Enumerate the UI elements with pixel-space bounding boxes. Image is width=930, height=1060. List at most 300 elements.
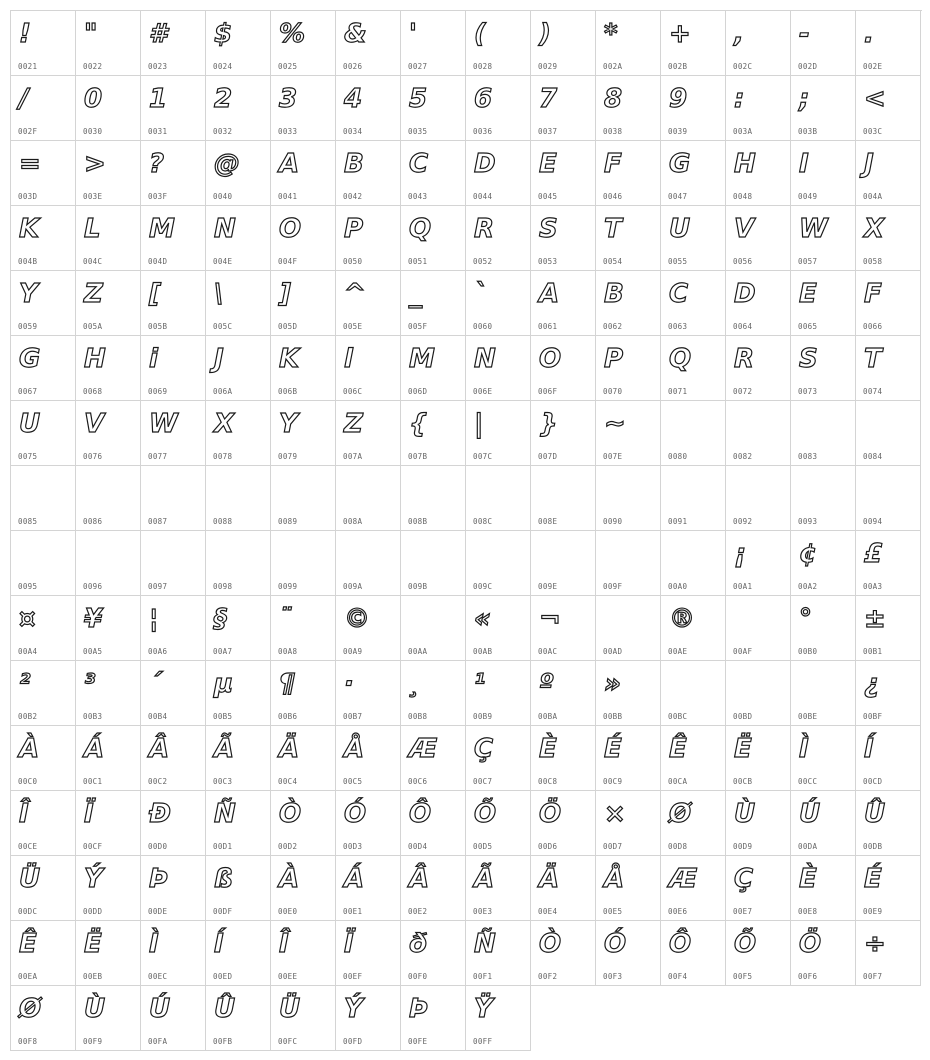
codepoint-label: 00AD: [603, 647, 623, 656]
codepoint-label: 00B9: [473, 712, 493, 721]
glyph-cell: [11, 531, 76, 596]
glyph-cell: [11, 791, 76, 856]
glyph-cell: [206, 141, 271, 206]
glyph-cell: [596, 76, 661, 141]
codepoint-label: 0051: [408, 257, 428, 266]
glyph-cell: [596, 336, 661, 401]
glyph-sample: P: [604, 344, 624, 374]
codepoint-label: 00F4: [668, 972, 688, 981]
codepoint-label: 0054: [603, 257, 623, 266]
codepoint-label: 0068: [83, 387, 103, 396]
codepoint-label: 0089: [278, 517, 298, 526]
glyph-cell: [11, 206, 76, 271]
glyph-cell: [206, 271, 271, 336]
glyph-sample: Ö: [799, 929, 822, 959]
glyph-cell: [401, 596, 466, 661]
codepoint-label: 00BB: [603, 712, 623, 721]
glyph-cell: [206, 661, 271, 726]
codepoint-label: 00E5: [603, 907, 623, 916]
glyph-sample: {: [409, 409, 428, 439]
glyph-sample: G: [19, 344, 41, 374]
codepoint-label: 0044: [473, 192, 493, 201]
glyph-cell: [141, 726, 206, 791]
glyph-sample: Ñ: [474, 929, 496, 959]
glyph-cell: [271, 661, 336, 726]
glyph-cell: [466, 206, 531, 271]
glyph-cell: [466, 531, 531, 596]
glyph-sample: º: [539, 669, 554, 699]
codepoint-label: 00D5: [473, 842, 493, 851]
glyph-cell: [661, 596, 726, 661]
glyph-sample: ß: [214, 864, 233, 894]
glyph-sample: W: [799, 214, 828, 244]
glyph-cell: [206, 986, 271, 1051]
codepoint-label: 00C7: [473, 777, 493, 786]
glyph-sample: I: [799, 149, 809, 179]
glyph-sample: D: [474, 149, 496, 179]
glyph-sample: A: [539, 279, 560, 309]
glyph-sample: ¿: [864, 669, 880, 699]
glyph-sample: ®: [669, 604, 695, 634]
codepoint-label: 00DF: [213, 907, 233, 916]
glyph-cell: [596, 726, 661, 791]
glyph-cell: [401, 661, 466, 726]
codepoint-label: 00E0: [278, 907, 298, 916]
codepoint-label: 0095: [18, 582, 38, 591]
glyph-cell: [336, 661, 401, 726]
glyph-sample: ¹: [474, 669, 486, 699]
codepoint-label: 00F6: [798, 972, 818, 981]
codepoint-label: 00FA: [148, 1037, 168, 1046]
glyph-cell: [206, 856, 271, 921]
glyph-cell: [401, 726, 466, 791]
glyph-cell: [206, 921, 271, 986]
codepoint-label: 0072: [733, 387, 753, 396]
codepoint-label: 0069: [148, 387, 168, 396]
glyph-cell: [206, 466, 271, 531]
glyph-sample: É: [604, 734, 622, 764]
codepoint-label: 006E: [473, 387, 493, 396]
codepoint-label: 00BA: [538, 712, 558, 721]
codepoint-label: 0098: [213, 582, 233, 591]
codepoint-label: 0083: [798, 452, 818, 461]
glyph-sample: Ö: [539, 799, 562, 829]
codepoint-label: 0045: [538, 192, 558, 201]
glyph-sample: T: [864, 344, 882, 374]
glyph-sample: ©: [344, 604, 370, 634]
glyph-sample: ²: [19, 669, 31, 699]
glyph-sample: À: [19, 734, 40, 764]
glyph-cell: [401, 466, 466, 531]
codepoint-label: 00C2: [148, 777, 168, 786]
glyph-sample: -: [799, 19, 810, 49]
glyph-cell: [466, 791, 531, 856]
glyph-sample: Û: [864, 799, 886, 829]
codepoint-label: 00C4: [278, 777, 298, 786]
glyph-cell: [401, 401, 466, 466]
glyph-sample: |: [474, 409, 484, 439]
glyph-cell: [856, 791, 921, 856]
glyph-cell: [726, 336, 791, 401]
glyph-sample: F: [604, 149, 622, 179]
glyph-sample: J: [864, 149, 874, 179]
codepoint-label: 002E: [863, 62, 883, 71]
glyph-cell: [466, 141, 531, 206]
glyph-sample: E: [539, 149, 557, 179]
glyph-cell: [531, 661, 596, 726]
codepoint-label: 0097: [148, 582, 168, 591]
glyph-sample: ?: [149, 149, 165, 179]
glyph-cell: [466, 336, 531, 401]
glyph-cell: [661, 206, 726, 271]
glyph-cell: [466, 726, 531, 791]
glyph-cell: [596, 791, 661, 856]
codepoint-label: 00E2: [408, 907, 428, 916]
glyph-cell: [271, 206, 336, 271]
glyph-sample: Z: [84, 279, 103, 309]
codepoint-label: 00C6: [408, 777, 428, 786]
glyph-cell: [141, 856, 206, 921]
codepoint-label: 007A: [343, 452, 363, 461]
glyph-sample: X: [214, 409, 235, 439]
glyph-sample: P: [344, 214, 364, 244]
codepoint-label: 00AE: [668, 647, 688, 656]
codepoint-label: 00A9: [343, 647, 363, 656]
glyph-cell: [271, 596, 336, 661]
codepoint-label: 009A: [343, 582, 363, 591]
codepoint-label: 00E9: [863, 907, 883, 916]
glyph-sample: $: [214, 19, 233, 49]
glyph-sample: ¸: [409, 669, 422, 699]
glyph-sample: ": [84, 19, 98, 49]
glyph-sample: Ã: [474, 864, 495, 894]
glyph-sample: Ý: [84, 864, 103, 894]
glyph-sample: Ë: [734, 734, 752, 764]
glyph-cell: [271, 986, 336, 1051]
codepoint-label: 0031: [148, 127, 168, 136]
glyph-sample: Ç: [734, 864, 754, 894]
glyph-cell: [856, 726, 921, 791]
glyph-cell: [726, 141, 791, 206]
glyph-sample: Ò: [279, 799, 302, 829]
glyph-sample: /: [19, 84, 29, 114]
glyph-cell: [141, 531, 206, 596]
codepoint-label: 00A6: [148, 647, 168, 656]
glyph-sample: Ò: [539, 929, 562, 959]
glyph-cell: [856, 401, 921, 466]
codepoint-label: 0074: [863, 387, 883, 396]
codepoint-label: 004B: [18, 257, 38, 266]
glyph-sample: ^: [344, 279, 366, 309]
codepoint-label: 00FD: [343, 1037, 363, 1046]
glyph-cell: [76, 856, 141, 921]
codepoint-label: 006D: [408, 387, 428, 396]
codepoint-label: 00A1: [733, 582, 753, 591]
glyph-sample: ;: [799, 84, 810, 114]
codepoint-label: 00B5: [213, 712, 233, 721]
codepoint-label: 004D: [148, 257, 168, 266]
codepoint-label: 007E: [603, 452, 623, 461]
glyph-cell: [11, 401, 76, 466]
glyph-cell: [401, 206, 466, 271]
codepoint-label: 0092: [733, 517, 753, 526]
glyph-cell: [661, 271, 726, 336]
glyph-sample: R: [474, 214, 495, 244]
codepoint-label: 006B: [278, 387, 298, 396]
glyph-sample: l: [344, 344, 353, 374]
codepoint-label: 0021: [18, 62, 38, 71]
glyph-cell: [76, 661, 141, 726]
glyph-cell: [141, 11, 206, 76]
codepoint-label: 00EE: [278, 972, 298, 981]
codepoint-label: 007C: [473, 452, 493, 461]
glyph-sample: H: [734, 149, 756, 179]
codepoint-label: 00FE: [408, 1037, 428, 1046]
codepoint-label: 0088: [213, 517, 233, 526]
glyph-cell: [791, 661, 856, 726]
glyph-sample: Î: [19, 799, 29, 829]
glyph-sample: .: [864, 19, 874, 49]
codepoint-label: 0048: [733, 192, 753, 201]
glyph-sample: V: [84, 409, 105, 439]
glyph-cell: [661, 726, 726, 791]
codepoint-label: 0047: [668, 192, 688, 201]
codepoint-label: 00DC: [18, 907, 38, 916]
codepoint-label: 003E: [83, 192, 103, 201]
codepoint-label: 0071: [668, 387, 688, 396]
glyph-cell: [141, 206, 206, 271]
codepoint-label: 002F: [18, 127, 38, 136]
codepoint-label: 00BE: [798, 712, 818, 721]
glyph-sample: ¡: [734, 539, 746, 569]
glyph-cell: [336, 141, 401, 206]
glyph-cell: [271, 791, 336, 856]
codepoint-label: 0063: [668, 322, 688, 331]
codepoint-label: 0087: [148, 517, 168, 526]
glyph-sample: Ü: [279, 994, 301, 1024]
glyph-sample: Þ: [149, 864, 169, 894]
glyph-sample: R: [734, 344, 755, 374]
codepoint-label: 00B7: [343, 712, 363, 721]
glyph-cell: [336, 271, 401, 336]
glyph-cell: [531, 11, 596, 76]
glyph-sample: N: [474, 344, 496, 374]
codepoint-label: 0033: [278, 127, 298, 136]
glyph-cell: [466, 986, 531, 1051]
codepoint-label: 0057: [798, 257, 818, 266]
glyph-cell: [76, 141, 141, 206]
glyph-cell: [11, 271, 76, 336]
codepoint-label: 00CF: [83, 842, 103, 851]
glyph-cell: [596, 11, 661, 76]
glyph-sample: Ü: [19, 864, 41, 894]
glyph-cell: [856, 76, 921, 141]
codepoint-label: 00CB: [733, 777, 753, 786]
codepoint-label: 0040: [213, 192, 233, 201]
codepoint-label: 00B2: [18, 712, 38, 721]
glyph-cell: [596, 856, 661, 921]
glyph-sample: Õ: [734, 929, 757, 959]
glyph-cell: [661, 336, 726, 401]
glyph-cell: [661, 401, 726, 466]
glyph-cell: [336, 76, 401, 141]
codepoint-label: 008B: [408, 517, 428, 526]
glyph-cell: [531, 856, 596, 921]
codepoint-label: 0056: [733, 257, 753, 266]
codepoint-label: 0028: [473, 62, 493, 71]
codepoint-label: 0032: [213, 127, 233, 136]
glyph-sample: Z: [344, 409, 363, 439]
codepoint-label: 0030: [83, 127, 103, 136]
codepoint-label: 002D: [798, 62, 818, 71]
codepoint-label: 0065: [798, 322, 818, 331]
glyph-cell: [271, 856, 336, 921]
glyph-cell: [11, 336, 76, 401]
glyph-sample: ×: [604, 799, 626, 829]
glyph-sample: ¨: [279, 604, 292, 634]
codepoint-label: 00A5: [83, 647, 103, 656]
codepoint-label: 009C: [473, 582, 493, 591]
glyph-cell: [11, 141, 76, 206]
glyph-cell: [271, 726, 336, 791]
codepoint-label: 00BD: [733, 712, 753, 721]
glyph-cell: [791, 791, 856, 856]
codepoint-label: 00D8: [668, 842, 688, 851]
glyph-sample: ': [409, 19, 417, 49]
glyph-sample: Æ: [669, 864, 698, 894]
codepoint-label: 00A2: [798, 582, 818, 591]
glyph-sample: S: [799, 344, 818, 374]
glyph-cell: [791, 531, 856, 596]
glyph-cell: [336, 856, 401, 921]
codepoint-label: 00BF: [863, 712, 883, 721]
glyph-cell: [531, 726, 596, 791]
glyph-cell: [661, 531, 726, 596]
glyph-sample: Ô: [669, 929, 692, 959]
glyph-cell: [11, 76, 76, 141]
glyph-cell: [661, 141, 726, 206]
glyph-sample: Ù: [84, 994, 106, 1024]
glyph-cell: [401, 921, 466, 986]
glyph-cell: [336, 401, 401, 466]
glyph-sample: Õ: [474, 799, 497, 829]
codepoint-label: 0023: [148, 62, 168, 71]
codepoint-label: 00F1: [473, 972, 493, 981]
glyph-cell: [206, 726, 271, 791]
codepoint-label: 00DE: [148, 907, 168, 916]
glyph-sample: Q: [669, 344, 692, 374]
glyph-cell: [531, 466, 596, 531]
glyph-sample: F: [864, 279, 882, 309]
glyph-sample: Ê: [19, 929, 37, 959]
glyph-cell: [11, 986, 76, 1051]
codepoint-label: 0077: [148, 452, 168, 461]
glyph-cell: [206, 76, 271, 141]
glyph-cell: [11, 661, 76, 726]
codepoint-label: 00B3: [83, 712, 103, 721]
glyph-cell: [336, 336, 401, 401]
codepoint-label: 00E7: [733, 907, 753, 916]
glyph-sample: £: [864, 539, 883, 569]
glyph-sample: Ì: [799, 734, 809, 764]
glyph-cell: [531, 271, 596, 336]
glyph-sample: *: [604, 19, 618, 49]
codepoint-label: 00D2: [278, 842, 298, 851]
glyph-cell: [531, 141, 596, 206]
glyph-cell: [76, 596, 141, 661]
glyph-sample: ¥: [84, 604, 103, 634]
glyph-cell: [401, 531, 466, 596]
codepoint-label: 0035: [408, 127, 428, 136]
codepoint-label: 00DA: [798, 842, 818, 851]
glyph-sample: Þ: [409, 994, 429, 1024]
codepoint-label: 00B8: [408, 712, 428, 721]
codepoint-label: 008A: [343, 517, 363, 526]
codepoint-label: 00F9: [83, 1037, 103, 1046]
codepoint-label: 0061: [538, 322, 558, 331]
glyph-sample: H: [84, 344, 106, 374]
glyph-sample: °: [799, 604, 812, 634]
glyph-sample: T: [604, 214, 622, 244]
glyph-cell: [11, 921, 76, 986]
glyph-cell: [76, 791, 141, 856]
glyph-cell: [466, 661, 531, 726]
codepoint-label: 00B0: [798, 647, 818, 656]
glyph-cell: [791, 206, 856, 271]
codepoint-label: 00DB: [863, 842, 883, 851]
glyph-cell: [336, 726, 401, 791]
glyph-sample: 4: [344, 84, 363, 114]
glyph-cell: [76, 726, 141, 791]
glyph-sample: Á: [344, 864, 365, 894]
glyph-cell: [856, 466, 921, 531]
glyph-cell: [856, 271, 921, 336]
codepoint-label: 0099: [278, 582, 298, 591]
codepoint-label: 003B: [798, 127, 818, 136]
glyph-cell: [141, 466, 206, 531]
glyph-sample: Ô: [409, 799, 432, 829]
codepoint-label: 00D4: [408, 842, 428, 851]
glyph-cell: [661, 661, 726, 726]
glyph-cell: [726, 401, 791, 466]
glyph-cell: [726, 596, 791, 661]
glyph-cell: [466, 401, 531, 466]
glyph-cell: [76, 336, 141, 401]
codepoint-label: 0043: [408, 192, 428, 201]
codepoint-label: 007B: [408, 452, 428, 461]
glyph-cell: [726, 206, 791, 271]
glyph-cell: [531, 531, 596, 596]
glyph-cell: [401, 76, 466, 141]
glyph-cell: [856, 531, 921, 596]
codepoint-label: 002C: [733, 62, 753, 71]
glyph-cell: [726, 271, 791, 336]
glyph-cell: [336, 921, 401, 986]
codepoint-label: 00ED: [213, 972, 233, 981]
glyph-sample: 6: [474, 84, 493, 114]
codepoint-label: 008E: [538, 517, 558, 526]
glyph-sample: ÷: [864, 929, 886, 959]
glyph-sample: Ø: [19, 994, 42, 1024]
glyph-cell: [466, 76, 531, 141]
codepoint-label: 00D6: [538, 842, 558, 851]
codepoint-label: 0067: [18, 387, 38, 396]
glyph-cell: [726, 531, 791, 596]
codepoint-label: 005C: [213, 322, 233, 331]
codepoint-label: 0052: [473, 257, 493, 266]
codepoint-label: 00EB: [83, 972, 103, 981]
codepoint-label: 0084: [863, 452, 883, 461]
